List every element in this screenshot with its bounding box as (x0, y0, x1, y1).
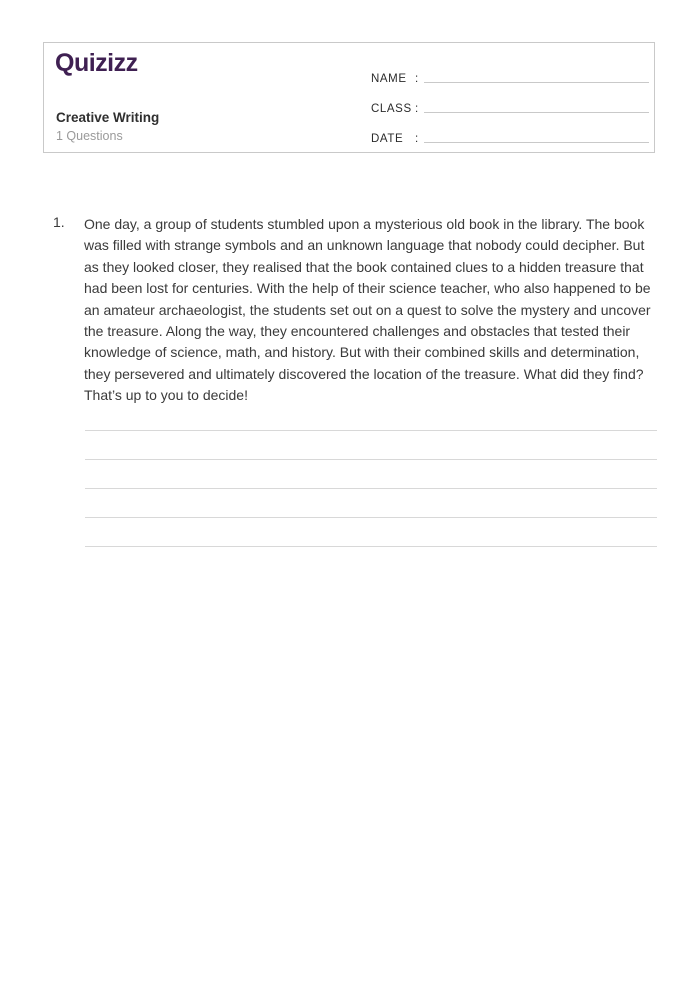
answer-line (85, 460, 657, 489)
name-field-label: NAME (371, 73, 407, 85)
question-count: 1 Questions (56, 129, 123, 143)
quizizz-logo: Quizizz (55, 49, 138, 77)
date-field-row (371, 115, 649, 145)
answer-line (85, 518, 657, 547)
question-text: One day, a group of students stumbled upon a mysterious old book in the library. The book was filled with strange symbols and an unknown language that nobody could decipher. But as they looked closer, they realised that the book contained clues to a hidden treasure that had been lost for centuries. With the help of their science teacher, who also happened to be an amateur archaeologist, the students set out on a quest to solve the mystery and uncover the treasure. Along the way, they encountered challenges and obstacles that tested their knowledge of science, math, and history. But with their combined skills and determination, they persevered and ultimately discovered the location of the treasure. What did they find? That’s up to you to decide! (84, 216, 651, 404)
answer-line (85, 402, 657, 431)
date-fill-line (424, 142, 649, 143)
worksheet-title: Creative Writing (56, 110, 160, 125)
name-fill-line (424, 82, 649, 83)
class-field-colon: : (415, 103, 419, 115)
answer-line (85, 489, 657, 518)
name-field-colon: : (415, 73, 419, 85)
date-field-label: DATE (371, 133, 404, 145)
student-fields (371, 55, 649, 145)
class-field-row (371, 85, 649, 115)
class-fill-line (424, 112, 649, 113)
answer-lines (85, 402, 657, 547)
class-field-label: CLASS (371, 103, 412, 115)
answer-line (85, 431, 657, 460)
header-card (43, 42, 655, 153)
question-number: 1. (53, 214, 65, 230)
name-field-row (371, 55, 649, 85)
date-field-colon: : (415, 133, 419, 145)
